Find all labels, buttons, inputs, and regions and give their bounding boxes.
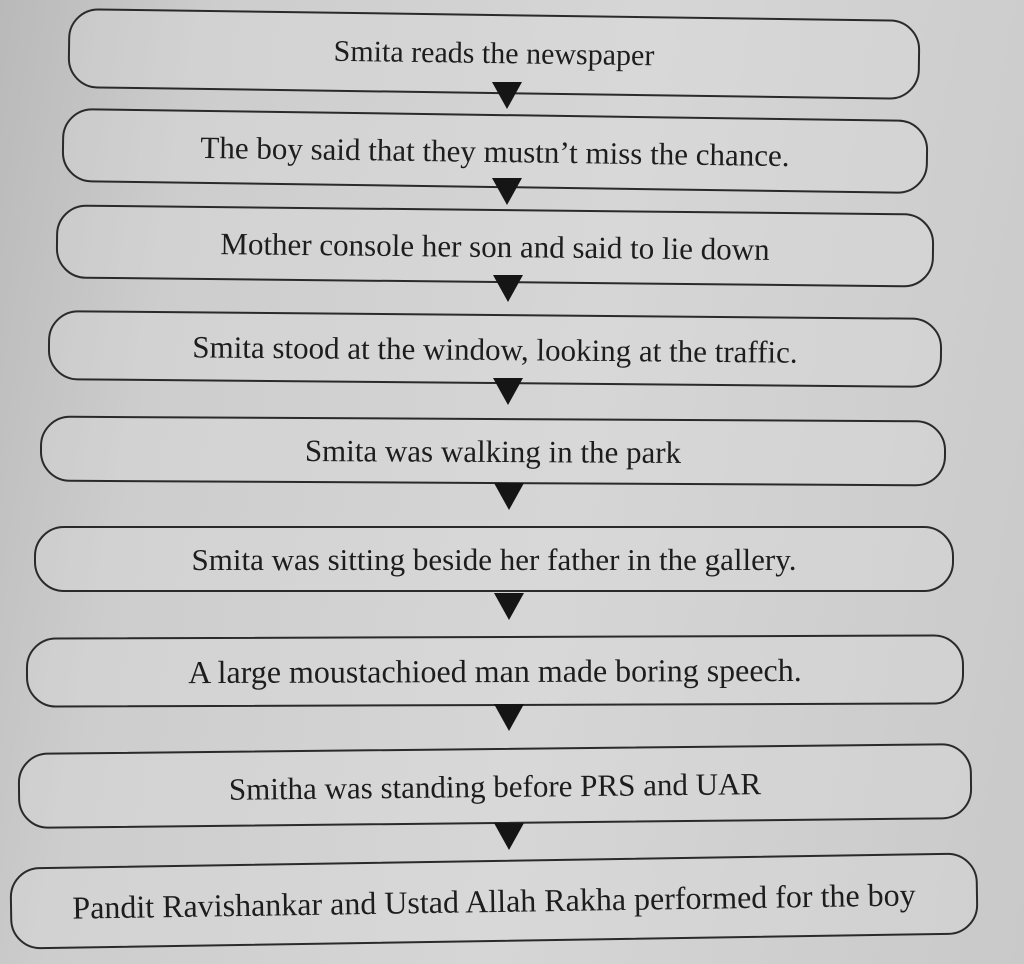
flow-step-5 <box>40 416 946 487</box>
flow-step-9-label: Pandit Ravishankar and Ustad Allah Rakha performed for the boy <box>72 876 916 926</box>
flow-arrow-8 <box>494 823 524 850</box>
flow-step-3-label: Mother console her son and said to lie down <box>220 225 770 267</box>
flow-arrow-7 <box>494 704 524 731</box>
flow-step-5-label: Smita was walking in the park <box>304 432 682 470</box>
flow-step-8-label: Smitha was standing before PRS and UAR <box>228 765 762 807</box>
flow-arrow-4 <box>493 378 523 405</box>
flow-step-4-label: Smita stood at the window, looking at the traffic. <box>192 328 798 370</box>
flow-step-1-label: Smita reads the newspaper <box>333 34 655 73</box>
flow-arrow-5 <box>494 483 524 510</box>
flow-step-6-label: Smita was sitting beside her father in the gallery. <box>191 541 797 577</box>
flow-step-2-label: The boy said that they mustn’t miss the chance. <box>200 129 790 173</box>
flow-step-7-label: A large moustachioed man made boring speech. <box>188 651 802 691</box>
flow-step-8 <box>18 743 973 829</box>
flow-step-6 <box>34 526 954 592</box>
flow-arrow-3 <box>493 275 523 302</box>
flow-step-4 <box>48 310 943 388</box>
flow-arrow-6 <box>494 593 524 620</box>
flow-arrow-2 <box>492 178 522 205</box>
flow-arrow-1 <box>492 82 522 109</box>
flow-step-9 <box>9 852 978 949</box>
flow-step-7 <box>26 634 964 707</box>
